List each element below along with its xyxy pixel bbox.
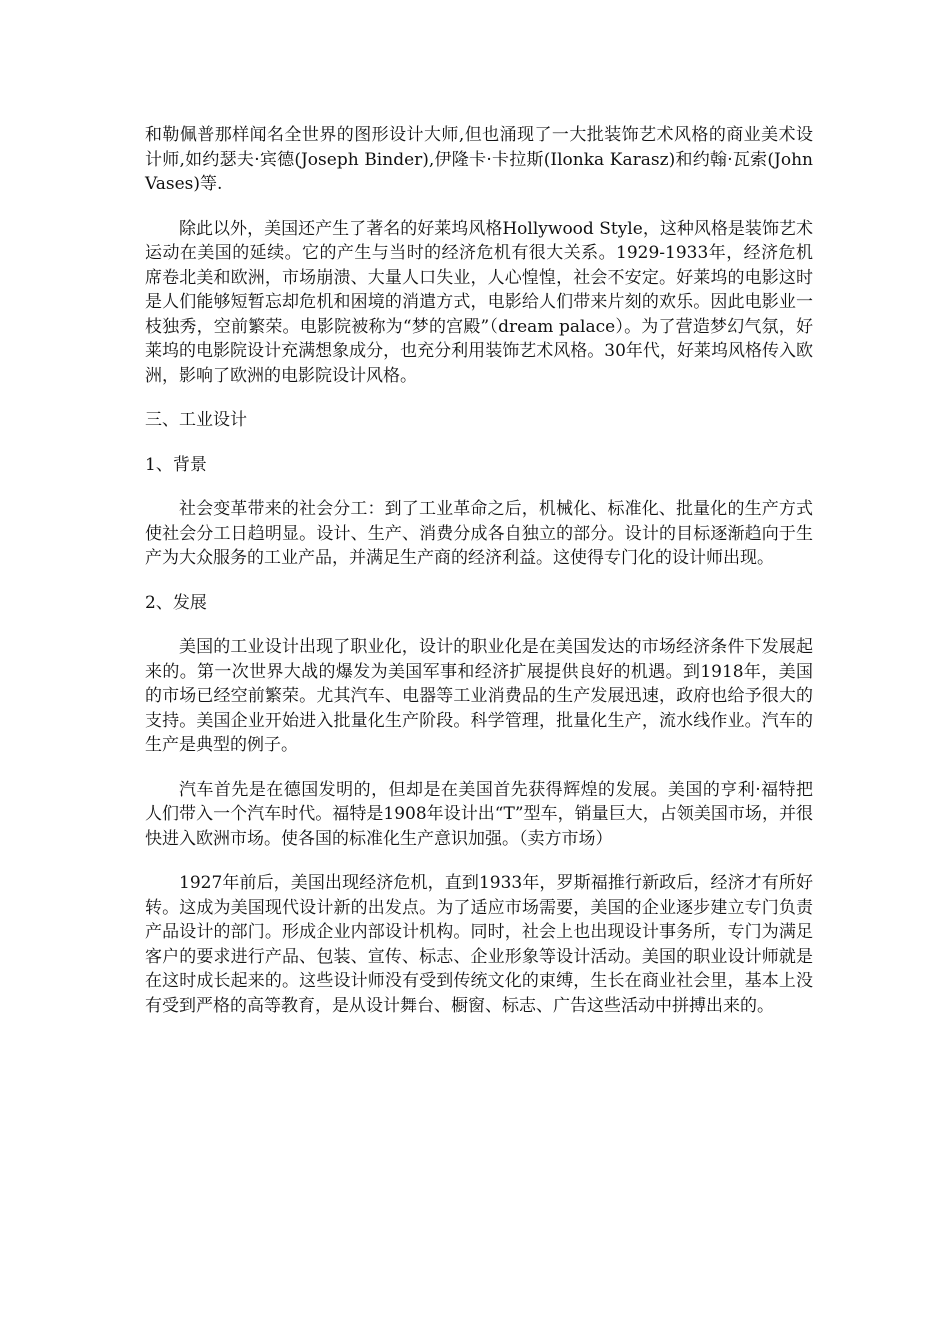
section-heading-industrial-design: 三、工业设计 [145, 410, 247, 430]
paragraph-professionalization: 美国的工业设计出现了职业化，设计的职业化是在美国发达的市场经济条件下发展起来的。第一次世界大战的爆发为美国军事和经济扩展提供良好的机遇。到1918年，美国的市场已经空前繁荣。尤其汽车、电器等工业消费品的生产发展迅速，政府也给予很大的支持。美国企业开始进入批量化生产阶段。科学管理，批量化生产，流水线作业。汽车的生产是典型的例子。 [145, 637, 813, 755]
subheading-background: 1、背景 [145, 454, 207, 475]
document-body [145, 123, 813, 1038]
paragraph-background: 社会变革带来的社会分工：到了工业革命之后，机械化、标准化、批量化的生产方式使社会分工日趋明显。设计、生产、消费分成各自独立的部分。设计的目标逐渐趋向于生产为大众服务的工业产品，并满足生产商的经济利益。这使得专门化的设计师出现。 [145, 499, 813, 568]
subheading-development: 2、发展 [145, 592, 207, 613]
paragraph-hollywood-style: 除此以外，美国还产生了著名的好莱坞风格Hollywood Style，这种风格是装饰艺术运动在美国的延续。它的产生与当时的经济危机有很大关系。1929-1933年，经济危机席卷北美和欧洲，市场崩溃、大量人口失业，人心惶惶，社会不安定。好莱坞的电影这时是人们能够短暂忘却危机和困境的消遣方式，电影给人们带来片刻的欢乐。因此电影业一枝独秀，空前繁荣。电影院被称为“梦的宫殿”（dream palace）。为了营造梦幻气氛，好莱坞的电影院设计充满想象成分，也充分利用装饰艺术风格。30年代，好莱坞风格传入欧洲，影响了欧洲的电影院设计风格。 [145, 218, 813, 386]
paragraph-automobile: 汽车首先是在德国发明的，但却是在美国首先获得辉煌的发展。美国的亨利·福特把人们带入一个汽车时代。福特是1908年设计出“T”型车，销量巨大，占领美国市场，并很快进入欧洲市场。使各国的标准化生产意识加强。（卖方市场） [145, 779, 813, 849]
paragraph-economic-crisis: 1927年前后，美国出现经济危机，直到1933年，罗斯福推行新政后，经济才有所好转。这成为美国现代设计新的出发点。为了适应市场需要，美国的企业逐步建立专门负责产品设计的部门。形成企业内部设计机构。同时，社会上也出现设计事务所，专门为满足客户的要求进行产品、包装、宣传、标志、企业形象等设计活动。美国的职业设计师就是在这时成长起来的。这些设计师没有受到传统文化的束缚，生长在商业社会里，基本上没有受到严格的高等教育，是从设计舞台、橱窗、标志、广告这些活动中拼搏出来的。 [145, 873, 813, 1016]
paragraph-designers-list: 和勒佩普那样闻名全世界的图形设计大师,但也涌现了一大批装饰艺术风格的商业美术设计师,如约瑟夫·宾德(Joseph Binder),伊隆卡·卡拉斯(Ilonka Karasz)和约翰·瓦索(John Vases)等. [145, 125, 813, 194]
